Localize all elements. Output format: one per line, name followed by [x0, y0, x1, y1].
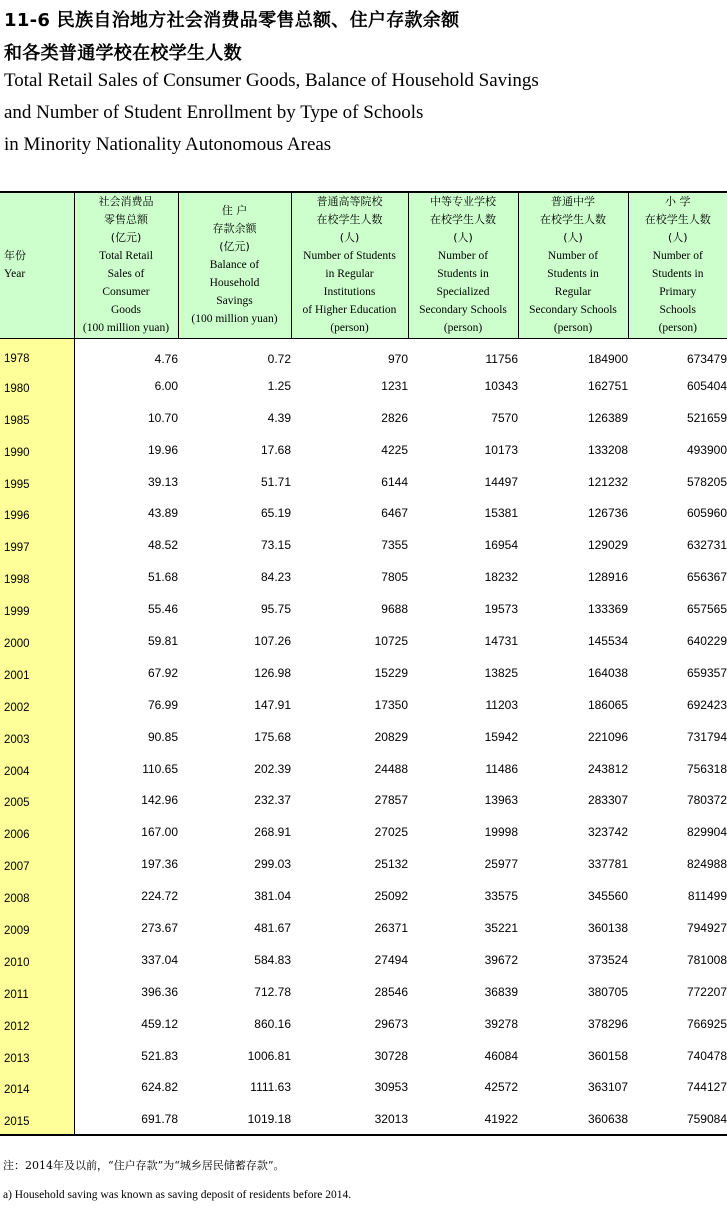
retail-sales-cell: 624.82 — [141, 1080, 178, 1095]
header-year — [0, 192, 74, 338]
table-row — [0, 689, 727, 721]
regular-secondary-cell: 145534 — [587, 633, 628, 648]
household-savings-cell: 126.98 — [254, 665, 291, 680]
table-row — [0, 976, 727, 1008]
regular-secondary-cell: 360138 — [587, 920, 628, 935]
header-en-line: Number of — [652, 250, 703, 263]
regular-secondary-cell: 360638 — [518, 1103, 628, 1135]
primary-schools-cell: 731794 — [686, 729, 727, 744]
table-body — [0, 338, 727, 1135]
specialized-secondary-cell: 25977 — [484, 857, 518, 872]
regular-secondary-cell: 186065 — [587, 697, 628, 712]
footnote-en: a) Household saving was known as saving deposit of residents before 2014. — [3, 1189, 352, 1201]
year-cell: 2000 — [0, 625, 74, 657]
specialized-secondary-cell: 11486 — [485, 761, 518, 776]
header-en-line: Consumer — [102, 286, 150, 299]
header-cn-line: 零售总额 — [104, 213, 148, 227]
header-cn-unit: (人) — [453, 231, 473, 245]
header-en-line: Total Retail — [99, 250, 153, 263]
header-en-line: Balance of — [209, 259, 260, 272]
primary-schools-cell: 824988 — [686, 857, 727, 872]
specialized-secondary-cell: 39672 — [484, 952, 518, 967]
header-en-line: Students in — [437, 268, 489, 281]
higher-education-cell: 25132 — [374, 857, 408, 872]
household-savings-cell: 1.25 — [267, 378, 291, 393]
header-higher-education — [291, 192, 408, 338]
primary-schools-cell: 744127 — [686, 1080, 727, 1095]
header-cn-line: 在校学生人数 — [316, 213, 383, 227]
primary-schools-cell: 772207 — [686, 984, 727, 999]
retail-sales-cell: 224.72 — [141, 889, 178, 904]
primary-schools-cell: 692423 — [686, 697, 727, 712]
header-cn-line: 社会消费品 — [98, 195, 154, 209]
year-cell: 2012 — [0, 1008, 74, 1040]
retail-sales-cell: 4.76 — [154, 352, 178, 367]
header-specialized-secondary — [408, 192, 518, 338]
year-cell: 2006 — [0, 816, 74, 848]
year-cell: 2014 — [0, 1071, 74, 1103]
household-savings-cell: 712.78 — [254, 984, 291, 999]
header-en-line: Savings — [216, 295, 253, 308]
year-cell: 1999 — [0, 593, 74, 625]
table-row — [0, 529, 727, 561]
household-savings-cell: 0.72 — [267, 352, 291, 367]
primary-schools-cell: 659357 — [686, 665, 727, 680]
header-en-unit: (person) — [553, 322, 593, 335]
year-cell: 2003 — [0, 721, 74, 753]
header-en-line: of Higher Education — [302, 304, 397, 317]
regular-secondary-cell: 380705 — [587, 984, 628, 999]
higher-education-cell: 27494 — [374, 952, 408, 967]
regular-secondary-cell: 162751 — [587, 378, 628, 393]
specialized-secondary-cell: 35221 — [484, 920, 518, 935]
table-row — [0, 1040, 727, 1072]
specialized-secondary-cell: 14731 — [484, 633, 518, 648]
header-cn-unit: (亿元) — [110, 231, 142, 245]
title-cn-line2: 和各类普通学校在校学生人数 — [4, 43, 242, 64]
primary-schools-cell: 656367 — [686, 570, 727, 585]
primary-schools-cell: 640229 — [686, 633, 727, 648]
higher-education-cell: 20829 — [374, 729, 408, 744]
year-cell: 1998 — [0, 561, 74, 593]
regular-secondary-cell: 243812 — [587, 761, 628, 776]
regular-secondary-cell: 129029 — [587, 538, 628, 553]
retail-sales-cell: 39.13 — [147, 474, 178, 489]
primary-schools-cell: 780372 — [686, 793, 727, 808]
header-en-line: Household — [209, 277, 260, 290]
higher-education-cell: 2826 — [381, 410, 408, 425]
primary-schools-cell: 759084 — [628, 1103, 727, 1135]
table-row — [0, 912, 727, 944]
year-cell: 2005 — [0, 784, 74, 816]
primary-schools-cell: 632731 — [686, 538, 727, 553]
household-savings-cell: 65.19 — [260, 506, 291, 521]
table-row — [0, 1103, 727, 1135]
household-savings-cell: 1006.81 — [247, 1048, 291, 1063]
header-en-line: Specialized — [436, 286, 490, 299]
regular-secondary-cell: 126389 — [587, 410, 628, 425]
regular-secondary-cell: 363107 — [587, 1080, 628, 1095]
header-cn-line: 住 户 — [221, 204, 248, 218]
retail-sales-cell: 273.67 — [141, 920, 178, 935]
retail-sales-cell: 142.96 — [141, 793, 178, 808]
retail-sales-cell: 51.68 — [147, 570, 178, 585]
higher-education-cell: 970 — [387, 352, 408, 367]
table-row — [0, 880, 727, 912]
higher-education-cell: 24488 — [374, 761, 408, 776]
header-en-unit: (person) — [443, 322, 483, 335]
header-household-savings — [178, 192, 291, 338]
header-regular-secondary — [518, 192, 628, 338]
household-savings-cell: 17.68 — [260, 442, 291, 457]
primary-schools-cell: 756318 — [686, 761, 727, 776]
specialized-secondary-cell: 11756 — [485, 352, 518, 367]
specialized-secondary-cell: 36839 — [484, 984, 518, 999]
table-row — [0, 1008, 727, 1040]
title-en-line2: and Number of Student Enrollment by Type of Schools — [4, 102, 424, 123]
primary-schools-cell: 493900 — [686, 442, 727, 457]
specialized-secondary-cell: 13963 — [484, 793, 518, 808]
specialized-secondary-cell: 46084 — [484, 1048, 518, 1063]
regular-secondary-cell: 345560 — [587, 889, 628, 904]
year-cell: 1980 — [0, 370, 74, 402]
household-savings-cell: 232.37 — [254, 793, 291, 808]
retail-sales-cell: 19.96 — [147, 442, 178, 457]
specialized-secondary-cell: 42572 — [484, 1080, 518, 1095]
year-cell: 2010 — [0, 944, 74, 976]
header-en-line: Institutions — [323, 286, 376, 299]
header-row — [0, 192, 727, 338]
regular-secondary-cell: 323742 — [587, 825, 628, 840]
household-savings-cell: 202.39 — [254, 761, 291, 776]
higher-education-cell: 29673 — [374, 1016, 408, 1031]
regular-secondary-cell: 378296 — [587, 1016, 628, 1031]
year-cell: 2013 — [0, 1040, 74, 1072]
header-cn-unit: (亿元) — [219, 240, 250, 254]
year-cell: 1997 — [0, 529, 74, 561]
title-en-line1: Total Retail Sales of Consumer Goods, Balance of Household Savings — [4, 70, 539, 91]
higher-education-cell: 15229 — [374, 665, 408, 680]
header-en-line: Number of Students — [303, 250, 396, 263]
household-savings-cell: 481.67 — [254, 920, 291, 935]
higher-education-cell: 25092 — [374, 889, 408, 904]
regular-secondary-cell: 133208 — [587, 442, 628, 457]
retail-sales-cell: 90.85 — [147, 729, 178, 744]
regular-secondary-cell: 283307 — [587, 793, 628, 808]
retail-sales-cell: 337.04 — [141, 952, 178, 967]
specialized-secondary-cell: 10343 — [484, 378, 518, 393]
table-row — [0, 753, 727, 785]
regular-secondary-cell: 126736 — [587, 506, 628, 521]
header-en-line: Secondary Schools — [419, 304, 507, 317]
primary-schools-cell: 794927 — [686, 920, 727, 935]
header-cn-line: 在校学生人数 — [430, 213, 496, 227]
header-en-line: Primary — [659, 286, 697, 299]
primary-schools-cell: 605960 — [686, 506, 727, 521]
table-row — [0, 370, 727, 402]
primary-schools-cell: 811499 — [687, 889, 727, 904]
primary-schools-cell: 521659 — [686, 410, 727, 425]
title-cn-line1: 11-6 民族自治地方社会消费品零售总额、住户存款余额 — [4, 10, 460, 31]
header-cn-line: 普通中学 — [551, 195, 595, 209]
higher-education-cell: 9688 — [381, 602, 408, 617]
table-row — [0, 593, 727, 625]
table-row — [0, 1071, 727, 1103]
household-savings-cell: 268.91 — [254, 825, 291, 840]
year-cell: 2004 — [0, 753, 74, 785]
household-savings-cell: 95.75 — [260, 602, 291, 617]
header-en-line: Students in — [652, 268, 704, 281]
retail-sales-cell: 67.92 — [147, 665, 178, 680]
higher-education-cell: 30953 — [374, 1080, 408, 1095]
header-cn-unit: (人) — [563, 231, 583, 245]
header-cn-line: 在校学生人数 — [644, 213, 711, 227]
regular-secondary-cell: 337781 — [587, 857, 628, 872]
household-savings-cell: 860.16 — [254, 1016, 291, 1031]
higher-education-cell: 4225 — [381, 442, 408, 457]
higher-education-cell: 6467 — [381, 506, 408, 521]
table-row — [0, 784, 727, 816]
specialized-secondary-cell: 19573 — [484, 602, 518, 617]
table-row — [0, 466, 727, 498]
retail-sales-cell: 76.99 — [147, 697, 178, 712]
table-row — [0, 561, 727, 593]
table-row — [0, 848, 727, 880]
table-row — [0, 497, 727, 529]
header-en-line: Number of — [437, 250, 489, 263]
year-cell: 2007 — [0, 848, 74, 880]
header-cn-line: 在校学生人数 — [540, 213, 606, 227]
header-year-en: Year — [4, 268, 26, 281]
year-cell: 1995 — [0, 466, 74, 498]
footnote-cn: 注：2014年及以前，“住户存款”为“城乡居民储蓄存款”。 — [3, 1159, 285, 1172]
header-en-line: Sales of — [107, 268, 145, 281]
specialized-secondary-cell: 41922 — [408, 1103, 518, 1135]
specialized-secondary-cell: 15942 — [484, 729, 518, 744]
household-savings-cell: 299.03 — [254, 857, 291, 872]
year-cell: 2011 — [0, 976, 74, 1008]
household-savings-cell: 381.04 — [254, 889, 291, 904]
table-row — [0, 402, 727, 434]
specialized-secondary-cell: 39278 — [484, 1016, 518, 1031]
specialized-secondary-cell: 13825 — [484, 665, 518, 680]
primary-schools-cell: 781008 — [686, 952, 727, 967]
primary-schools-cell: 657565 — [686, 602, 727, 617]
header-retail-sales — [74, 192, 178, 338]
primary-schools-cell: 740478 — [686, 1048, 727, 1063]
primary-schools-cell: 766925 — [686, 1016, 727, 1031]
household-savings-cell: 1111.63 — [250, 1080, 291, 1095]
specialized-secondary-cell: 14497 — [484, 474, 518, 489]
header-en-line: in Regular — [325, 268, 374, 281]
specialized-secondary-cell: 11203 — [485, 697, 518, 712]
higher-education-cell: 27025 — [374, 825, 408, 840]
specialized-secondary-cell: 19998 — [484, 825, 518, 840]
retail-sales-cell: 55.46 — [147, 602, 178, 617]
regular-secondary-cell: 133369 — [587, 602, 628, 617]
regular-secondary-cell: 360158 — [587, 1048, 628, 1063]
higher-education-cell: 32013 — [291, 1103, 408, 1135]
year-cell: 2009 — [0, 912, 74, 944]
primary-schools-cell: 829904 — [686, 825, 727, 840]
specialized-secondary-cell: 15381 — [484, 506, 518, 521]
household-savings-cell: 1019.18 — [178, 1103, 291, 1135]
higher-education-cell: 27857 — [374, 793, 408, 808]
header-cn-unit: (人) — [667, 231, 688, 245]
table-row — [0, 625, 727, 657]
retail-sales-cell: 167.00 — [141, 825, 178, 840]
year-cell: 1996 — [0, 497, 74, 529]
retail-sales-cell: 197.36 — [141, 857, 178, 872]
header-cn-unit: (人) — [339, 231, 360, 245]
primary-schools-cell: 673479 — [686, 352, 727, 367]
table-row — [0, 657, 727, 689]
higher-education-cell: 28546 — [374, 984, 408, 999]
household-savings-cell: 147.91 — [254, 697, 291, 712]
higher-education-cell: 17350 — [374, 697, 408, 712]
household-savings-cell: 584.83 — [254, 952, 291, 967]
regular-secondary-cell: 373524 — [587, 952, 628, 967]
header-en-unit: (100 million yuan) — [82, 322, 170, 335]
regular-secondary-cell: 184900 — [587, 352, 628, 367]
higher-education-cell: 7355 — [381, 538, 408, 553]
household-savings-cell: 4.39 — [267, 410, 291, 425]
retail-sales-cell: 110.65 — [142, 761, 178, 776]
retail-sales-cell: 59.81 — [147, 633, 178, 648]
regular-secondary-cell: 121232 — [587, 474, 628, 489]
header-cn-line: 中等专业学校 — [430, 195, 496, 209]
table-row — [0, 816, 727, 848]
header-en-line: Regular — [554, 286, 592, 299]
retail-sales-cell: 459.12 — [141, 1016, 178, 1031]
year-cell: 1990 — [0, 434, 74, 466]
header-primary-schools — [628, 192, 727, 338]
header-cn-line: 普通高等院校 — [316, 195, 383, 209]
header-en-unit: (person) — [330, 322, 369, 335]
specialized-secondary-cell: 33575 — [484, 889, 518, 904]
retail-sales-cell: 6.00 — [154, 378, 178, 393]
header-en-unit: (person) — [658, 322, 697, 335]
header-cn-line: 存款余额 — [212, 222, 257, 236]
household-savings-cell: 175.68 — [254, 729, 291, 744]
header-cn-line: 小 学 — [665, 195, 691, 209]
header-en-line: Secondary Schools — [529, 304, 617, 317]
retail-sales-cell: 396.36 — [141, 984, 178, 999]
retail-sales-cell: 10.70 — [147, 410, 178, 425]
header-year-cn: 年份 — [4, 249, 26, 263]
table-row — [0, 338, 727, 370]
year-cell: 2001 — [0, 657, 74, 689]
higher-education-cell: 1231 — [381, 378, 408, 393]
specialized-secondary-cell: 10173 — [484, 442, 518, 457]
regular-secondary-cell: 164038 — [587, 665, 628, 680]
year-cell: 2008 — [0, 880, 74, 912]
header-en-line: Number of — [547, 250, 599, 263]
regular-secondary-cell: 128916 — [587, 570, 628, 585]
specialized-secondary-cell: 18232 — [484, 570, 518, 585]
year-cell: 1978 — [0, 338, 74, 370]
title-en-line3: in Minority Nationality Autonomous Areas — [4, 134, 332, 155]
regular-secondary-cell: 221096 — [587, 729, 628, 744]
primary-schools-cell: 605404 — [686, 378, 727, 393]
household-savings-cell: 51.71 — [260, 474, 291, 489]
higher-education-cell: 6144 — [381, 474, 408, 489]
table-row — [0, 434, 727, 466]
higher-education-cell: 7805 — [381, 570, 408, 585]
header-en-line: Goods — [110, 304, 142, 317]
primary-schools-cell: 578205 — [686, 474, 727, 489]
statistics-table — [0, 191, 727, 1136]
table-row — [0, 721, 727, 753]
higher-education-cell: 26371 — [374, 920, 408, 935]
higher-education-cell: 10725 — [374, 633, 408, 648]
retail-sales-cell: 48.52 — [147, 538, 178, 553]
retail-sales-cell: 691.78 — [74, 1103, 178, 1135]
header-en-line: Schools — [659, 304, 696, 317]
higher-education-cell: 30728 — [374, 1048, 408, 1063]
header-en-line: Students in — [547, 268, 599, 281]
household-savings-cell: 107.26 — [254, 633, 291, 648]
year-cell: 2002 — [0, 689, 74, 721]
header-en-unit: (100 million yuan) — [191, 313, 278, 326]
household-savings-cell: 84.23 — [260, 570, 291, 585]
specialized-secondary-cell: 16954 — [484, 538, 518, 553]
table-row — [0, 944, 727, 976]
specialized-secondary-cell: 7570 — [491, 410, 518, 425]
year-cell: 1985 — [0, 402, 74, 434]
retail-sales-cell: 521.83 — [141, 1048, 178, 1063]
retail-sales-cell: 43.89 — [147, 506, 178, 521]
household-savings-cell: 73.15 — [260, 538, 291, 553]
year-cell: 2015 — [0, 1103, 74, 1135]
